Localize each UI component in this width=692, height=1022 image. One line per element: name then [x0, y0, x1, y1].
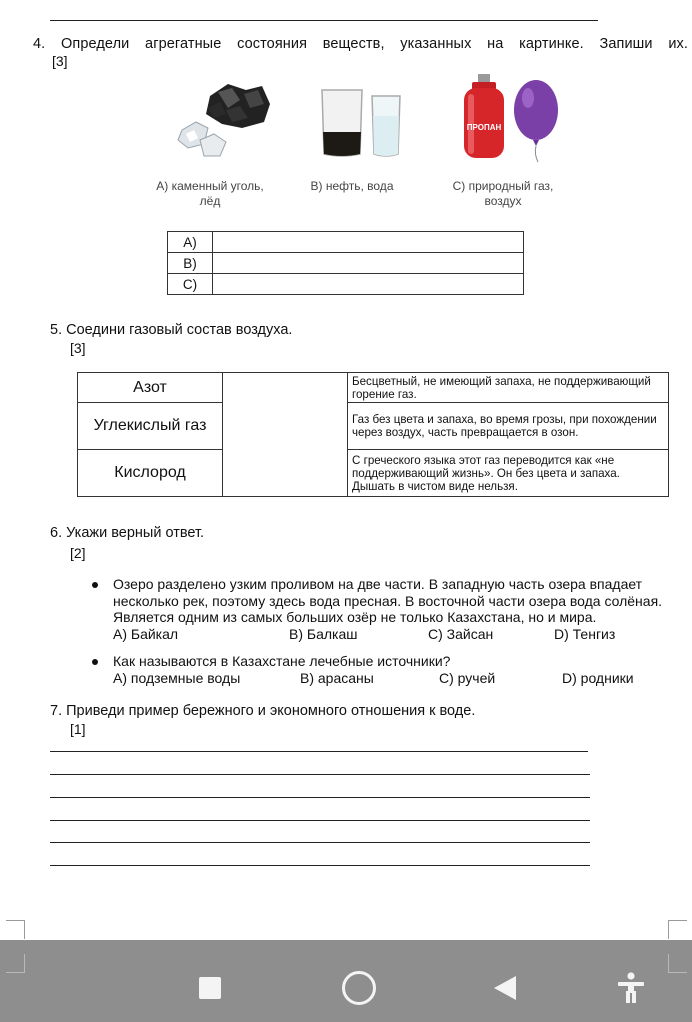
- q6-mark: [2]: [70, 545, 86, 561]
- answer-line-1[interactable]: [50, 751, 588, 752]
- answer-line-top: [50, 20, 598, 21]
- q6-title: 6. Укажи верный ответ.: [50, 525, 205, 541]
- q6-item1-option-c[interactable]: С) Зайсан: [428, 626, 494, 642]
- gas-cylinder-balloon-image: [460, 72, 570, 164]
- q4-mark: [3]: [52, 53, 68, 69]
- back-triangle-icon[interactable]: [494, 976, 516, 1000]
- row-label-b: В): [168, 253, 213, 274]
- answer-line-2[interactable]: [50, 774, 590, 775]
- q6-item1-text: Озеро разделено узким проливом на две части. В западную часть озера впадает несколько рек, поэтому здесь вода пресная. В восточной части озера вода солёная. Является одним из самых больших озёр не только Казахстана, но и мира.: [113, 576, 663, 625]
- gas-nitrogen: Азот: [78, 373, 223, 403]
- row-label-a: А): [168, 232, 213, 253]
- cylinder-label: ПРОПАН: [466, 123, 502, 132]
- q6-item2-option-d[interactable]: D) родники: [562, 670, 634, 686]
- caption-b: В) нефть, вода: [310, 179, 394, 193]
- q6-item2-option-a[interactable]: А) подземные воды: [113, 670, 241, 686]
- answer-line-5[interactable]: [50, 842, 590, 843]
- q6-item1-option-d[interactable]: D) Тенгиз: [554, 626, 616, 642]
- navigation-bar: [0, 940, 692, 1022]
- description-3: С греческого языка этот газ переводится как «не поддерживающий жизнь». Он без цвета и запаха. Дышать в чистом виде нельзя.: [348, 450, 669, 497]
- q7-mark: [1]: [70, 721, 86, 737]
- page-corner-left: [6, 920, 25, 939]
- answer-line-6[interactable]: [50, 865, 590, 866]
- q4-title: 4. Определи агрегатные состояния веществ, указанных на картинке. Запиши их.: [33, 36, 688, 52]
- q5-matching-table: [77, 372, 669, 497]
- q6-item2-option-c[interactable]: С) ручей: [439, 670, 496, 686]
- bullet-1: [92, 582, 98, 588]
- caption-c: С) природный газ, воздух: [452, 179, 554, 208]
- q6-item2-text: Как называются в Казахстане лечебные источники?: [113, 653, 451, 669]
- coal-ice-image: [170, 78, 280, 164]
- page-corner-right: [668, 920, 687, 939]
- answer-cell-b[interactable]: [213, 253, 524, 274]
- square-icon[interactable]: [199, 977, 221, 999]
- gas-carbon-dioxide: Углекислый газ: [78, 403, 223, 450]
- oil-water-image: [318, 86, 404, 160]
- bullet-2: [92, 659, 98, 665]
- answer-cell-c[interactable]: [213, 274, 524, 295]
- circle-icon[interactable]: [342, 971, 376, 1005]
- q6-item2-option-b[interactable]: В) арасаны: [300, 670, 374, 686]
- next-page-corner-left: [6, 954, 25, 973]
- q6-item1-option-a[interactable]: А) Байкал: [113, 626, 179, 642]
- accessibility-icon[interactable]: [616, 972, 646, 1004]
- description-1: Бесцветный, не имеющий запаха, не поддерживающий горение газ.: [348, 373, 669, 403]
- description-2: Газ без цвета и запаха, во время грозы, при похождении через воздух, часть превращается в озон.: [348, 403, 669, 450]
- row-label-c: С): [168, 274, 213, 295]
- q4-answer-table: [167, 231, 524, 295]
- next-page-corner-right: [668, 954, 687, 973]
- gas-oxygen: Кислород: [78, 450, 223, 497]
- matching-space[interactable]: [223, 373, 348, 497]
- q5-title: 5. Соедини газовый состав воздуха.: [50, 322, 293, 338]
- answer-cell-a[interactable]: [213, 232, 524, 253]
- answer-line-4[interactable]: [50, 820, 590, 821]
- answer-line-3[interactable]: [50, 797, 590, 798]
- q6-item1-option-b[interactable]: В) Балкаш: [289, 626, 358, 642]
- caption-a: А) каменный уголь, лёд: [156, 179, 264, 208]
- q7-title: 7. Приведи пример бережного и экономного отношения к воде.: [50, 703, 476, 719]
- q5-mark: [3]: [70, 340, 86, 356]
